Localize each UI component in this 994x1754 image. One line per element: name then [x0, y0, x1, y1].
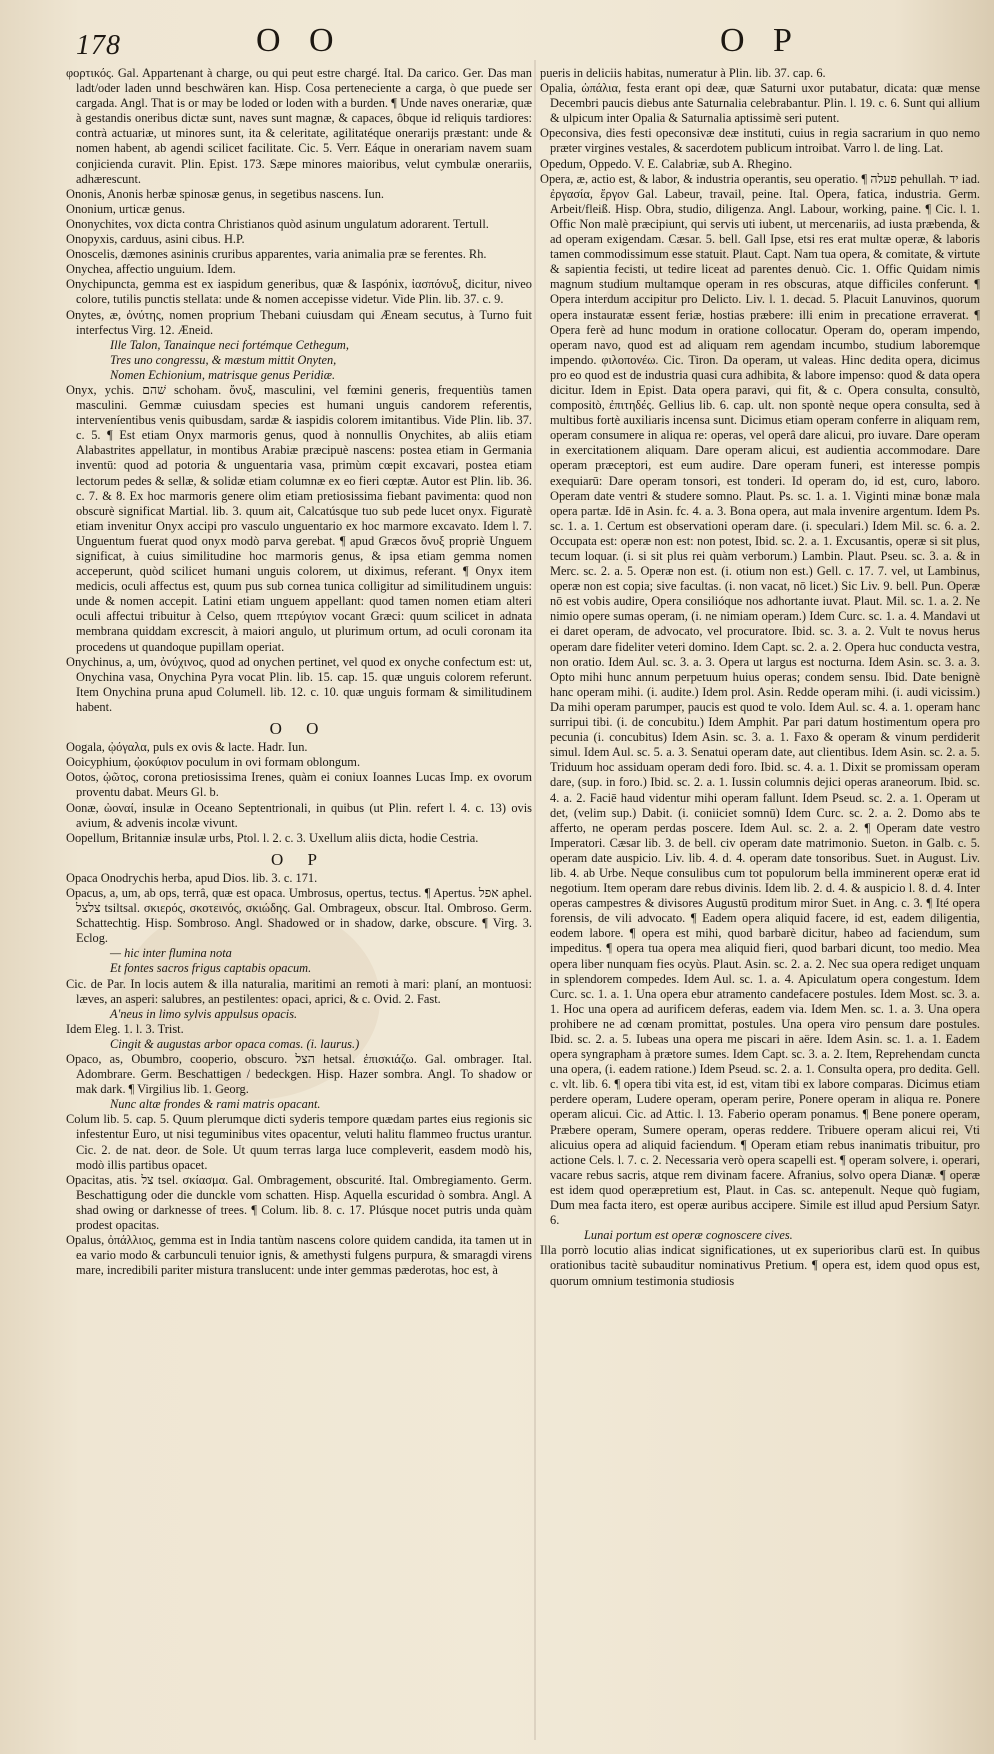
- page-number: 178: [76, 30, 121, 61]
- dictionary-entry: Onychipuncta, gemma est ex iaspidum generibus, quæ & Iaspónix, ἰασπόνυξ, dicitur, niveo colore, tutilis punctis stellata: unde & nomen accepisse videtur. Vide Plin. lib. 37. c. 9.: [66, 277, 532, 307]
- section-heading-op: O P: [271, 849, 327, 869]
- dictionary-entry: Ootos, ᾠῶτος, corona pretiosissima Irenes, quàm ei coniux Ioannes Lucas Imp. ex ovorum proventu dabat. Meurs Gl. b.: [66, 770, 532, 800]
- dictionary-entry: Onychea, affectio unguium. Idem.: [66, 262, 236, 277]
- dictionary-entry: Onyx, ychis. שׁהם schoham. ὄνυξ, masculini, vel fœmini generis, frequentiùs tamen masculini. Gemmæ cuiusdam species est humani unguis candorem referentis, interveníentibus venis quibusdam, sardæ & iaspidis colorem imitantibus. Vide Plin. lib. 37. c. 5. ¶ Est etiam Onyx marmoris genus, quod à nonnullis Onychites, ab aliis etiam Alabastrites appellatur, in montibus Arabiæ præcipuè nascens: postea etiam in Germania inventū: quod ad potoria & unguentaria vasa, primùm cœpit excavari, postea etiam lectorum pedes & sellæ, & solidæ etiam columnæ ex eo fieri cœptæ. Autor est Plin. lib. 36. c. 7. & 8. Ex hoc marmoris genere olim etiam pretiosissima fiebant pavimenta: quod non obscurè significat Martial. lib. 3. quum ait, Calcatúsque tuo sub pede lucet onyx. Figuratè etiam invenitur Onyx accipi pro vasculo unguentario ex hoc marmore excavato. Idem l. 7. Unguentum fuerat quod onyx modò parva gerebat. ¶ apud Græcos ὄνυξ propriè Unguem significat, à cuius similitudine hoc marmoris genus, & ipsa etiam gemma nomen acceperunt, quòd scilicet humani unguis colorem, ut diximus, referant. ¶ Onyx item medicis, oculi affectus est, quum pus sub cornea tunica colligitur ad similitudinem unguis: unde & nomen accepit. Latini etiam unguem appellant: quod tamen nomen etiam alteri oculi affectui tribuitur à Celso, quem πτερύγιον vocant Græci: quum scilicet in adnata membrana quiddam excrescit, à maiori angulo, ut plurimum ortum, ad oculi coronam ita procedens ut quandoque pupillam operiat.: [66, 382, 532, 654]
- dictionary-entry: Opalia, ὠπάλια, festa erant opi deæ, quæ Saturni uxor putabatur, dicata: quæ mense Decembri paucis diebus ante Saturnalia celebrabantur. Plin. l. 19. c. 6. Sunt qui allium & ulpicum inter Opalia & Saturnalia aptissimè seri putent.: [540, 81, 980, 126]
- verse-quote: [66, 946, 532, 976]
- right-column: [540, 66, 980, 1289]
- dictionary-entry: Ononychites, vox dicta contra Christianos quòd asinum ungulatum adorarent. Tertull.: [66, 216, 489, 231]
- dictionary-entry: pueris in deliciis habitas, numeratur à Plin. lib. 37. cap. 6.: [540, 66, 826, 80]
- dictionary-entry: Ooicyphium, ᾠοκύφιον poculum in ovi formam oblongum.: [66, 755, 361, 770]
- dictionary-entry: Opaco, as, Obumbro, cooperio, obscuro. הצל hetsal. ἐπισκιάζω. Gal. ombrager. Ital. Adombrare. Germ. Beschattigen / bedeckgen. Hisp. Hazer sombra. Angl. To shadow or mak dark. ¶ Virgilius lib. 1. Georg.: [66, 1052, 532, 1097]
- dictionary-entry: Onychinus, a, um, ὀνύχινος, quod ad onychen pertinet, vel quod ex onyche confectum est: ut, Onychina vasa, Onychina Pyra vocat Plin. lib. 15. cap. 15. quæ unguis colorem referunt. Item Onychina pruna apud Columell. lib. 12. c. 10. quæ unguis formam & similitudinem habent.: [66, 654, 532, 714]
- verse-line: A'neus in limo sylvis appulsus opacis.: [110, 1006, 298, 1021]
- verse-line: Cingit & augustas arbor opaca comas. (i. laurus.): [110, 1036, 360, 1051]
- dictionary-entry: Ononium, urticæ genus.: [66, 201, 186, 216]
- dictionary-entry: Ononis, Anonis herbæ spinosæ genus, in segetibus nascens. Iun.: [66, 186, 385, 201]
- dictionary-entry: Opeconsiva, dies festi opeconsivæ deæ instituti, cuius in regia sacrarium in quo nemo præter virgines vestales, & sacerdotem publicum introibat. Varro l. de ling. Lat.: [540, 126, 980, 156]
- verse-line: Et fontes sacros frigus captabis opacum.: [110, 961, 312, 976]
- dictionary-entry: Opaca Onodrychis herba, apud Dios. lib. 3. c. 171.: [66, 870, 318, 885]
- dictionary-entry: Opacitas, atis. צל tsel. σκίασμα. Gal. Ombragement, obscurité. Ital. Ombregiamento. Germ. Beschattigung oder die dunckle vom schatten. Hisp. Aquella escuridad ò sombra. Angl. A shad owing or darknesse of trees. ¶ Colum. lib. 8. c. 17. Plúsque nocet putris unda quàm prodest opacitas.: [66, 1172, 532, 1233]
- column-gutter: [534, 60, 536, 1740]
- dictionary-entry: Onopyxis, carduus, asini cibus. H.P.: [66, 232, 245, 247]
- entries-a: [540, 66, 980, 1228]
- dictionary-entry: φορτικός. Gal. Appartenant à charge, ou qui peut estre chargé. Ital. Da carico. Ger. Das man ladt/oder laden unnd beschwären kan. Hisp. Cosa perteneciente a carga, ò que puede ser cargada. Angl. That is or may be loded or loden with a burden. ¶ Unde naves onerariæ, quæ à gestandis oneribus dictæ sunt, naves sunt magnæ, & capaces, ôbque id reliquis tardiores: contrà actuariæ, ut minores sunt, ita & celeritate, agilitatéque onerarijs præstant: unde & nomen habent, ab agendi scilicet facilitate. Cic. 5. Verr. Eáque in onerariam navem suam conjicienda curavit. Plin. Epist. 173. Sæpe minores maioribus, velut cymbulæ onerariis, adhærescunt.: [66, 66, 532, 186]
- verse-line: Nomen Echionium, matrisque genus Peridiæ.: [110, 367, 336, 382]
- left-column: [66, 66, 532, 1278]
- dictionary-entry: Oonæ, ὠοναί, insulæ in Oceano Septentrionali, in quibus (ut Plin. refert l. 4. c. 13) ovis avium, & advenis incolæ vivunt.: [66, 800, 532, 830]
- entries-op5: [66, 1112, 532, 1278]
- dictionary-entry: Onoscelis, dæmones asininis cruribus apparentes, varia animalia præ se ferentes. Rh.: [66, 247, 487, 262]
- dictionary-entry: Opera, æ, actio est, & labor, & industria operantis, seu operatio. ¶ פעלה pehullah. יד iad. ἐργασία, ἔργον Gal. Labeur, travail, peine. Ital. Opera, fatica, industria. Germ. Arbeit/fleiß. Hisp. Obra, studio, diligenza. Angl. Labour, working, paine. ¶ Cic. l. 1. Offic Non malè præcipiunt, qui servis uti iubent, ut mercenariis, ad iusta præbenda, & ad operam exigendam. Cæsar. 5. bell. Gall Ipse, etsi res erat multæ operæ, & laboris tamen commodissimum esse statuit. Plaut. Capt. Nam tua opera, & comitate, & virtute & sapientia fecisti, ut tedire liceat ad parentes denuò. Cic. 1. Offic Quidam nimis magnum studium multamque operam in res obscuras, atque difficiles conferunt. ¶ Opera interdum accipitur pro Delicto. Liv. l. 1. decad. 5. Placuit Lanuvinos, quorum opera instauratæ essent feriæ, hostias præbere: illi enim in precatione erraverat. ¶ Opera ferè ad hunc modum in oratione collocatur. Operam do, operam impendo, operam navo, quod est ad aliquam rem agendam incumbo, studium laboremque impendo. φιλοπονέω. Cic. Tiron. Da operam, ut valeas. Hinc dedita opera, dicimus pro eo quod est de industria quasi cura adhibita, & labore impenso: quod & data opera dicitur. Idem in Epist. Data opera paravi, qui fit, & c. Opera consulta, consultò, compositò, ἐπιτηδές. Gellius lib. 6. cap. ult. non spontè neque opera consulta, sed à multibus fortè auxiliaris incensa sunt. Dicimus etiam operam conferre in aliquam rem, operam consumere in aliqua re: operas, vel operâ dare alicui, pro iuvare. Dare operam in exercitationem aliquam. Dare operam alicui, est audientia accommodare. Dare operam præceptori, est eum audire. Dare operam funeri, est interesse pompis exequiarū: Dare operam tonsori, est tonderi. Id operam do, id est, curo, laboro. Operam date ventri & studere somno. Plaut. Ps. sc. 1. a. 1. Viginti minæ bonæ mala opera partæ. Idē in Asin. fc. 4. a. 3. Bona opera, aut mala invenire argentum. Idem Ps. sc. 1. a. 1. Certum est observationi operam dare. (i. speculari.) Idem Mil. sc. 6. a. 2. Occupata est: operæ non est: non potest, Ibid. sc. 2. a. 1. Excusantis, operæ si sit plus, tecum loquar. (i. si sit plus rei quàm verborum.) Lambin. Plaut. Pseu. sc. 3. a. & in Merc. sc. 2. a. 5. Operæ non est. (i. otium non est.) Gell. c. 17. 7. vel, ut Lambinus, operæ non est copia; sive facultas. (i. non vacat, nō licet.) Sic Liv. 9. bell. Pun. Operæ nō est vobis audire, Opera consilióque nos adhortante iuvat. Plaut. Mil. sc. 1. a. 2. Ne nimio opere sumas operam, (i. ne nimiam operam.) Idem Curc. sc. 1. a. 4. Mandavi ut ei daret operam, de advocato, vel procuratore. Ibid. sc. 3. a. 2. Vult te novus herus operam dare fideliter veteri domino. Idem Capt. sc. 2. a. 2. Opera huc conducta vestra, non oratio. Idem Aul. sc. 3. a. 3. Opera ut largus est nocturna. Idem Asin. sc. 3. a. 3. Opto mihi hunc annum perpetuum huius operas; condem sensu. Ibid. Date benignè hanc operam mihi. (i. audite.) Idem prol. Asin. Redde operam mihi. (i. audi vicissim.) Da mihi operam parumper, paucis est quod te volo. Idem Aul. sc. 4. a. 1. operam hanc surripui tibi. (i. de concubitu.) Idem Amphit. Par pari datum hostimentum opera pro pecunia (i. concubitus) Idem Asin. sc. 3. a. 1. Faxo & operam & vinum perdiderit simul. Idem Aul. sc. 5. a. 3. Senatui operam date, aut clientibus. Idem Asin. sc. 2. a. 5. Triduum hoc assiduam operam dedi foro. Ibid. sc. 4. a. 1. Dixit se promissam operam dare, (sup. in foro.) Ibid. sc. 2. a. 1. Iussin columnis dejici operas araneorum. Ibid. sc. 4. a. 2. Faciē haud videntur mihi operam fallunt. Idem Pseud. sc. 2. a. 1. Operam ut det, (velim sup.) Dabit. (i. coniiciet somnū) Idem Curc. sc. 2. a. 2. Domo abs te afferto, ne operam perdas poscere. Idem Aul. sc. 2. a. 2. ¶ Operam date vestro Imperatori. Cæsar lib. 3. de bell. civ operam date matrimonio. Sueton. in Galb. c. 5. operam date auspicio. Liv. lib. 4. d. 4. operam date tonsoribus. Suet. in August. Liv. lib. 4. ab Urbe. Neque consulibus cum tot populorum bella imminerent operæ erat id negotium. Item operam dare rebus divinis. Idem lib. 2. d. 4. & auspicio l. 8. d. 4. Inter operas campestres & divisores Augustū proditum miror Suet. in Ang. c. 3. ¶ Ité opera forensis, de vili advocato. ¶ Eadem opera aliquid facere, id est, eadem diligentia, eodem labore. ¶ opera est mihi, quod barbarè dicitur, habeo ad faciendum, sum impeditus. ¶ opera tua opera mea aliquid fieri, quod barbari dicunt, too medio. Mea opera liber nunquam fies ocyùs. Plaut. Asin. sc. 2. a. 2. Nec sua opera rediget unquam in splendorem compedes. Idem Aul. sc. 1. a. 4. Apiculatum opera congestum. Idem Curc. sc. 1. a. 1. Una opera ebur atramento candefacere postules. Idem Most. sc. 3. a. 1. Hoc una opera ad aurificem deferas, eadem via. Idem Men. sc. 1. a. 3. Una opera prohibere ne ad cœnam promittat, postules. Una opera viro pensum dare postules. Ibid. sc. 2. a. 5. Iubeas una opera me piscari in aëre. Idem Asin. sc. 1. a. 1. Eadem opera syngrapham à prætore sumes. Idem Capt. sc. 3. a. 2. Item, Reprehendam cuncta una opera, (i. eadem ratione.) Idem Pseud. sc. 2. a. 1. Consulta opera, pro dedita. Gell. c. vlt. lib. 6. ¶ opera tibi vita est, id est, vitam tibi ex labore comparas. Dicimus etiam perdere operam, Ludere operam, operam perire, Ponere operam in aliqua re. Ponere operam alicui. Cic. ad Attic. l. 13. Faberio operam ponamus. ¶ Bene ponere operam, Præbere operam, Sumere operam, operas reddere. Tribuere operam alicui rei, Vti alicuius opera ad aliquid faciendum. ¶ Operam etiam rebus inanimatis tribuitur, pro actione Cels. l. 7. c. 2. Necessaria verò opera scapelli est. ¶ operam solvere, i. operari, vacare rebus sacris, atque rem divinam facere. Afranius, solvo opera Dianæ. ¶ operæ est idem quod operæpretium est, Plaut. in Cas. sc. antepenult. Neque quò fugiam, Dum mea facta itero, est operæ auribus accipere. Simile est illud apud Persium Satyr. 6.: [540, 171, 980, 1228]
- verse-line: Ille Talon, Tanainque neci fortémque Cethegum,: [110, 337, 349, 352]
- verse-quote: [66, 338, 532, 383]
- running-head-right: O P: [720, 22, 802, 59]
- dictionary-entry: Opacus, a, um, ab ops, terrâ, quæ est opaca. Umbrosus, opertus, tectus. ¶ Apertus. אפל aphel. צלצל tsiltsal. σκιερός, σκοτεινός, σκιώδης. Gal. Ombrageux, obscur. Ital. Ombroso. Germ. Schattechtig. Hisp. Sombroso. Angl. Shadowed or in shadow, darke, obscure. ¶ Virg. 3. Eclog.: [66, 885, 533, 946]
- dictionary-entry: Opalus, ὀπάλλιος, gemma est in India tantùm nascens colore quidem candida, ita tamen ut in ea vario modo & carbunculi tenuior ignis, & amethysti fulgens purpura, & smaragdi virens mare, incredibili pariter mistura translucent: unde inter gemmas pæderotas, hoc est, à: [66, 1233, 532, 1278]
- dictionary-entry: Cic. de Par. In locis autem & illa naturalia, maritimi an remoti à mari: planí, an montuosi: læves, an asperi: salubres, an pestilentes: opaci, aprici, & c. Ovid. 2. Fast.: [66, 976, 532, 1006]
- entries-oo: [66, 740, 532, 846]
- dictionary-entry: Colum lib. 5. cap. 5. Quum plerumque dicti syderis tempore quædam partes eius regionis sic infestentur Euro, ut nisi teguminibus vites opacentur, veluti halitu flammeo fructus urantur. Cic. 2. de nat. deor. de Sole. Ut quum terras larga luce compleverit, easdem modò his, modò illis partibus opacet.: [66, 1112, 532, 1172]
- page-header: [0, 22, 994, 62]
- entries-mid: [66, 383, 532, 715]
- section-heading-oo: O O: [269, 719, 329, 739]
- verse-line: — hic inter flumina nota: [110, 946, 232, 961]
- running-head-left: O O: [256, 22, 344, 59]
- dictionary-entry: Oopellum, Britanniæ insulæ urbs, Ptol. l. 2. c. 3. Uxellum aliis dicta, hodie Cestria.: [66, 830, 479, 845]
- verse-line: Nunc altæ frondes & rami matris opacant.: [110, 1097, 321, 1112]
- dictionary-entry: Onytes, æ, ὀνύτης, nomen proprium Thebani cuiusdam qui Æneam secutus, à Turno fuit interfectus Virg. 12. Æneid.: [66, 307, 532, 337]
- entries-op: [66, 871, 532, 946]
- dictionary-entry: Idem Eleg. 1. l. 3. Trist.: [66, 1021, 184, 1036]
- dictionary-entry: Oogala, ᾠόγαλα, puls ex ovis & lacte. Hadr. Iun.: [66, 740, 308, 755]
- entries-top: [66, 66, 532, 338]
- dictionary-entry: Illa porrò locutio alias indicat significationes, ut ex superioribus clarū est. In quibus orationibus tacitè subauditur nominativus Pretium. ¶ opera est, idem quod opus est, quorum omnium testimonia studiosis: [540, 1243, 980, 1288]
- verse-line: Tres uno congressu, & mæstum mittit Onyten,: [110, 352, 337, 367]
- dictionary-entry: Opedum, Oppedo. V. E. Calabriæ, sub A. Rhegino.: [540, 156, 793, 171]
- verse-line: Lunai portum est operæ cognoscere cives.: [584, 1228, 793, 1243]
